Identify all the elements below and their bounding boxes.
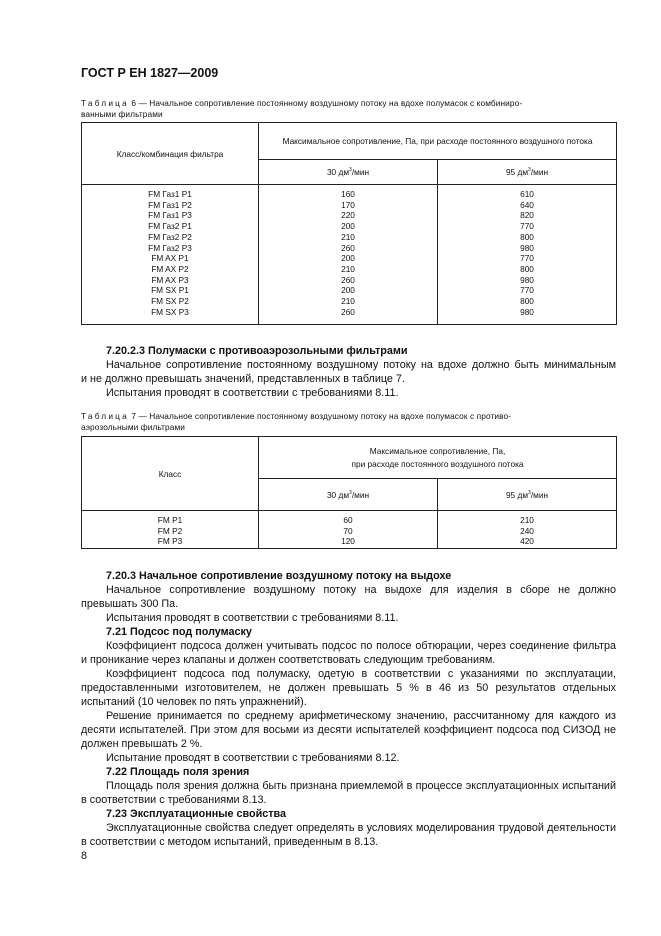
table-cell: FM P2: [157, 525, 183, 536]
table6-caption: [81, 98, 616, 120]
table-cell: 770: [520, 221, 534, 232]
paragraph: Решение принимается по среднему арифметическому значению, рассчитанному для каждого из десяти испытателей. При этом для восьми из десяти испытателей коэффициент подсоса под СИЗОД не должен превышать 2 %.: [81, 710, 616, 750]
table-cell: FM Газ2 P1: [148, 221, 192, 232]
table-cell: FM P3: [157, 536, 183, 547]
table7-flow30-column: [259, 511, 438, 549]
document-header: ГОСТ Р ЕН 1827—2009: [81, 66, 219, 80]
table6-class-column: [82, 185, 259, 325]
paragraph: Коэффициент подсоса под полумаску, одетую в соответствии с указаниями по эксплуатации, предоставленными изготовителем, не должен превышать 5 % в 46 из 50 результатов отдельных испытаний (10 человек по пять упражнений).: [81, 668, 616, 708]
paragraph: Испытания проводят в соответствии с требованиями 8.11.: [106, 612, 399, 624]
paragraph: Начальное сопротивление воздушному потоку на выдохе для изделия в сборе не должно превышать 300 Па.: [81, 584, 616, 610]
table7: [81, 436, 617, 549]
table-cell: FM P1: [157, 515, 183, 525]
paragraph: Коэффициент подсоса должен учитывать подсос по полосе обтюрации, через соединение фильтра и проникание через клапаны и должен соответствовать следующим требованиям.: [81, 640, 616, 666]
table-cell: FM Газ1 P2: [148, 199, 192, 210]
table6-flow30-header: 30 $дм^3$/мин: [259, 160, 438, 185]
table7-caption-line1: [81, 411, 616, 422]
table7-class-column: [82, 511, 259, 549]
table-cell: 980: [520, 274, 534, 285]
table-cell: 980: [520, 242, 534, 253]
table6-caption-text: 6 — Начальное сопротивление постоянному воздушному потоку на вдохе полумасок с комбиниро-: [128, 98, 523, 108]
page-number: 8: [81, 850, 88, 862]
table-cell: 210: [341, 263, 355, 274]
paragraph: и не должно превышать значений, представленных в таблице 7.: [81, 373, 405, 385]
table-cell: 420: [520, 536, 534, 547]
table-cell: 70: [343, 525, 353, 536]
section-heading: 7.20.2.3 Полумаски с противоаэрозольными фильтрами: [106, 345, 408, 357]
table-cell: 240: [520, 525, 534, 536]
table-cell: FM Газ2 P2: [148, 231, 192, 242]
table-cell: 220: [341, 210, 355, 221]
table-cell: 800: [520, 231, 534, 242]
table-cell: 200: [341, 285, 355, 296]
section-heading: 7.22 Площадь поля зрения: [106, 766, 250, 778]
paragraph: Испытания проводят в соответствии с требованиями 8.11.: [106, 387, 399, 399]
body-text: [81, 569, 616, 849]
table-cell: 60: [343, 515, 353, 525]
table-cell: 610: [520, 189, 534, 199]
table-cell: FM SX P1: [151, 285, 189, 296]
table-cell: FM AX P2: [151, 263, 189, 274]
table-cell: 200: [341, 221, 355, 232]
table6: [81, 122, 617, 325]
table6-caption-word: Таблица: [81, 98, 129, 108]
table-cell: 800: [520, 296, 534, 307]
table-cell: FM Газ1 P1: [148, 189, 192, 199]
table-cell: FM AX P3: [151, 274, 189, 285]
table-cell: 770: [520, 285, 534, 296]
table-cell: 210: [341, 296, 355, 307]
section-heading: 7.20.3 Начальное сопротивление воздушному потоку на выдохе: [106, 570, 452, 582]
table7-flow95-header: 95 $дм^3$/мин: [438, 479, 617, 511]
table7-caption-text: 7 — Начальное сопротивление постоянному воздушному потоку на вдохе полумасок с противо-: [128, 411, 512, 421]
table-cell: 260: [341, 306, 355, 317]
table-cell: 980: [520, 306, 534, 317]
table-cell: FM SX P3: [151, 306, 189, 317]
table7-col1-header: Класс: [82, 437, 259, 511]
table7-group-header: Максимальное сопротивление, Па, при расходе постоянного воздушного потока: [259, 437, 617, 479]
table-cell: 210: [341, 231, 355, 242]
paragraph: Эксплуатационные свойства следует определять в условиях моделирования трудовой деятельности в соответствии с методом испытаний, приведенным в 8.13.: [81, 822, 616, 848]
paragraph: Площадь поля зрения должна быть признана приемлемой в процессе эксплуатационных испытаний в соответствии с требованиями 8.13.: [81, 780, 616, 806]
table7-flow30-header: 30 $дм^3$/мин: [259, 479, 438, 511]
table-cell: FM SX P2: [151, 296, 189, 307]
table7-caption: [81, 411, 616, 433]
table6-flow30-column: [259, 185, 438, 325]
table7-caption-word: Таблица: [81, 411, 129, 421]
table7-flow95-column: [438, 511, 617, 549]
table6-flow95-header: 95 $дм^3$/мин: [438, 160, 617, 185]
table-cell: 640: [520, 199, 534, 210]
paragraph: Начальное сопротивление постоянному воздушному потоку на вдохе должно быть минимальным: [106, 359, 616, 371]
table-cell: 770: [520, 253, 534, 264]
section-7-20-2-3: [81, 344, 616, 400]
table-cell: FM Газ2 P3: [148, 242, 192, 253]
table-cell: 120: [341, 536, 355, 547]
table-cell: 260: [341, 274, 355, 285]
table-cell: 200: [341, 253, 355, 264]
paragraph: Испытание проводят в соответствии с требованиями 8.12.: [106, 752, 400, 764]
table-cell: FM Газ1 P3: [148, 210, 192, 221]
table6-col1-header: Класс/комбинация фильтра: [82, 123, 259, 185]
section-heading: 7.23 Эксплуатационные свойства: [106, 808, 287, 820]
table6-group-header: Максимальное сопротивление, Па, при расходе постоянного воздушного потока: [259, 123, 617, 160]
table-cell: 170: [341, 199, 355, 210]
table-cell: 820: [520, 210, 534, 221]
table6-flow95-column: [438, 185, 617, 325]
table6-caption-line2: ванными фильтрами: [81, 109, 163, 119]
table-cell: FM AX P1: [151, 253, 189, 264]
table-cell: 160: [341, 189, 355, 199]
table-cell: 800: [520, 263, 534, 274]
table-cell: 210: [520, 515, 534, 525]
table7-caption-line2: аэрозольными фильтрами: [81, 422, 186, 432]
table-cell: 260: [341, 242, 355, 253]
section-heading: 7.21 Подсос под полумаску: [106, 626, 252, 638]
table6-caption-line1: [81, 98, 616, 109]
